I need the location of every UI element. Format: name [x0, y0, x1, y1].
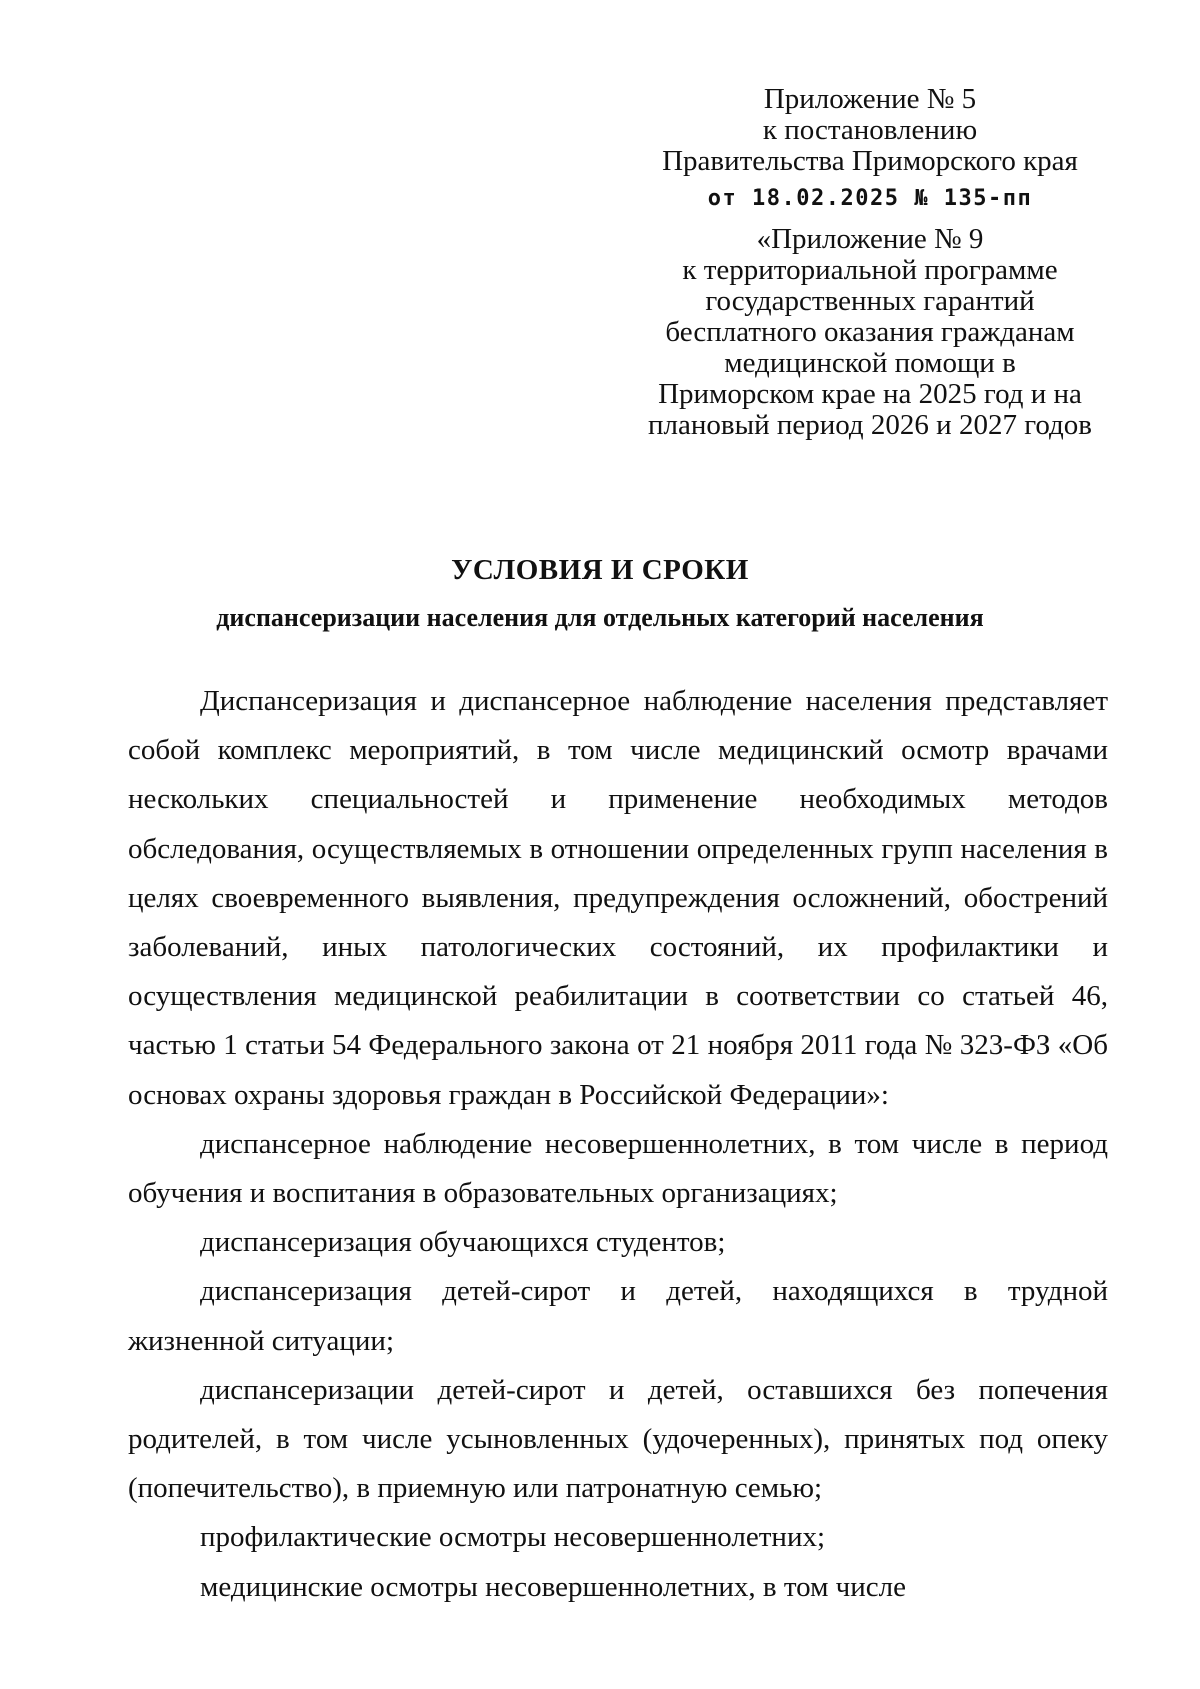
- paragraph-item: диспансеризации детей-сирот и детей, оставшихся без попечения родителей, в том числе усыновленных (удочеренных), принятых под опеку (попечительство), в приемную или патронатную семью;: [128, 1373, 1108, 1505]
- paragraph-item: диспансерное наблюдение несовершеннолетних, в том числе в период обучения и воспитания в образовательных организациях;: [128, 1127, 1108, 1210]
- paragraph-item: медицинские осмотры несовершеннолетних, в том числе: [200, 1570, 906, 1603]
- registration-stamp: от 18.02.2025 № 135-пп: [707, 186, 1033, 211]
- paragraph-item: диспансеризация обучающихся студентов;: [200, 1226, 726, 1259]
- appendix-9-line-3: государственных гарантий: [705, 285, 1035, 317]
- document-body: [128, 677, 1108, 1612]
- paragraph-item: профилактические осмотры несовершеннолетних;: [200, 1521, 826, 1554]
- appendix-9-line-6: Приморском крае на 2025 год и на: [658, 378, 1082, 410]
- appendix-5-reference: к постановлению: [762, 114, 978, 146]
- appendix-9-line-5: медицинской помощи в: [724, 347, 1016, 379]
- appendix-5-header: [640, 84, 1100, 214]
- appendix-5-number: Приложение № 5: [763, 83, 977, 115]
- appendix-9-number: «Приложение № 9: [756, 223, 984, 255]
- appendix-9-line-2: к территориальной программе: [682, 254, 1058, 286]
- paragraph-item: диспансеризация детей-сирот и детей, находящихся в трудной жизненной ситуации;: [128, 1275, 1108, 1357]
- appendix-9-line-7: плановый период 2026 и 2027 годов: [648, 409, 1092, 441]
- document-subtitle: диспансеризации населения для отдельных категорий населения: [216, 603, 984, 632]
- appendix-9-header: [640, 224, 1100, 441]
- appendix-9-line-4: бесплатного оказания гражданам: [665, 316, 1075, 348]
- paragraph-intro: Диспансеризация и диспансерное наблюдение населения представляет собой комплекс мероприятий, в том числе медицинский осмотр врачами нескольких специальностей и применение необходимых методов обследования, осуществляемых в отношении определенных групп населения в целях своевременного выявления, предупреждения осложнений, обострений заболеваний, иных патологических состояний, их профилактики и осуществления медицинской реабилитации в соответствии со статьей 46, частью 1 статьи 54 Федерального закона от 21 ноября 2011 года № 323-ФЗ «Об основах охраны здоровья граждан в Российской Федерации»:: [128, 685, 1108, 1111]
- document-title: УСЛОВИЯ И СРОКИ: [451, 554, 749, 586]
- appendix-5-authority: Правительства Приморского края: [662, 145, 1078, 177]
